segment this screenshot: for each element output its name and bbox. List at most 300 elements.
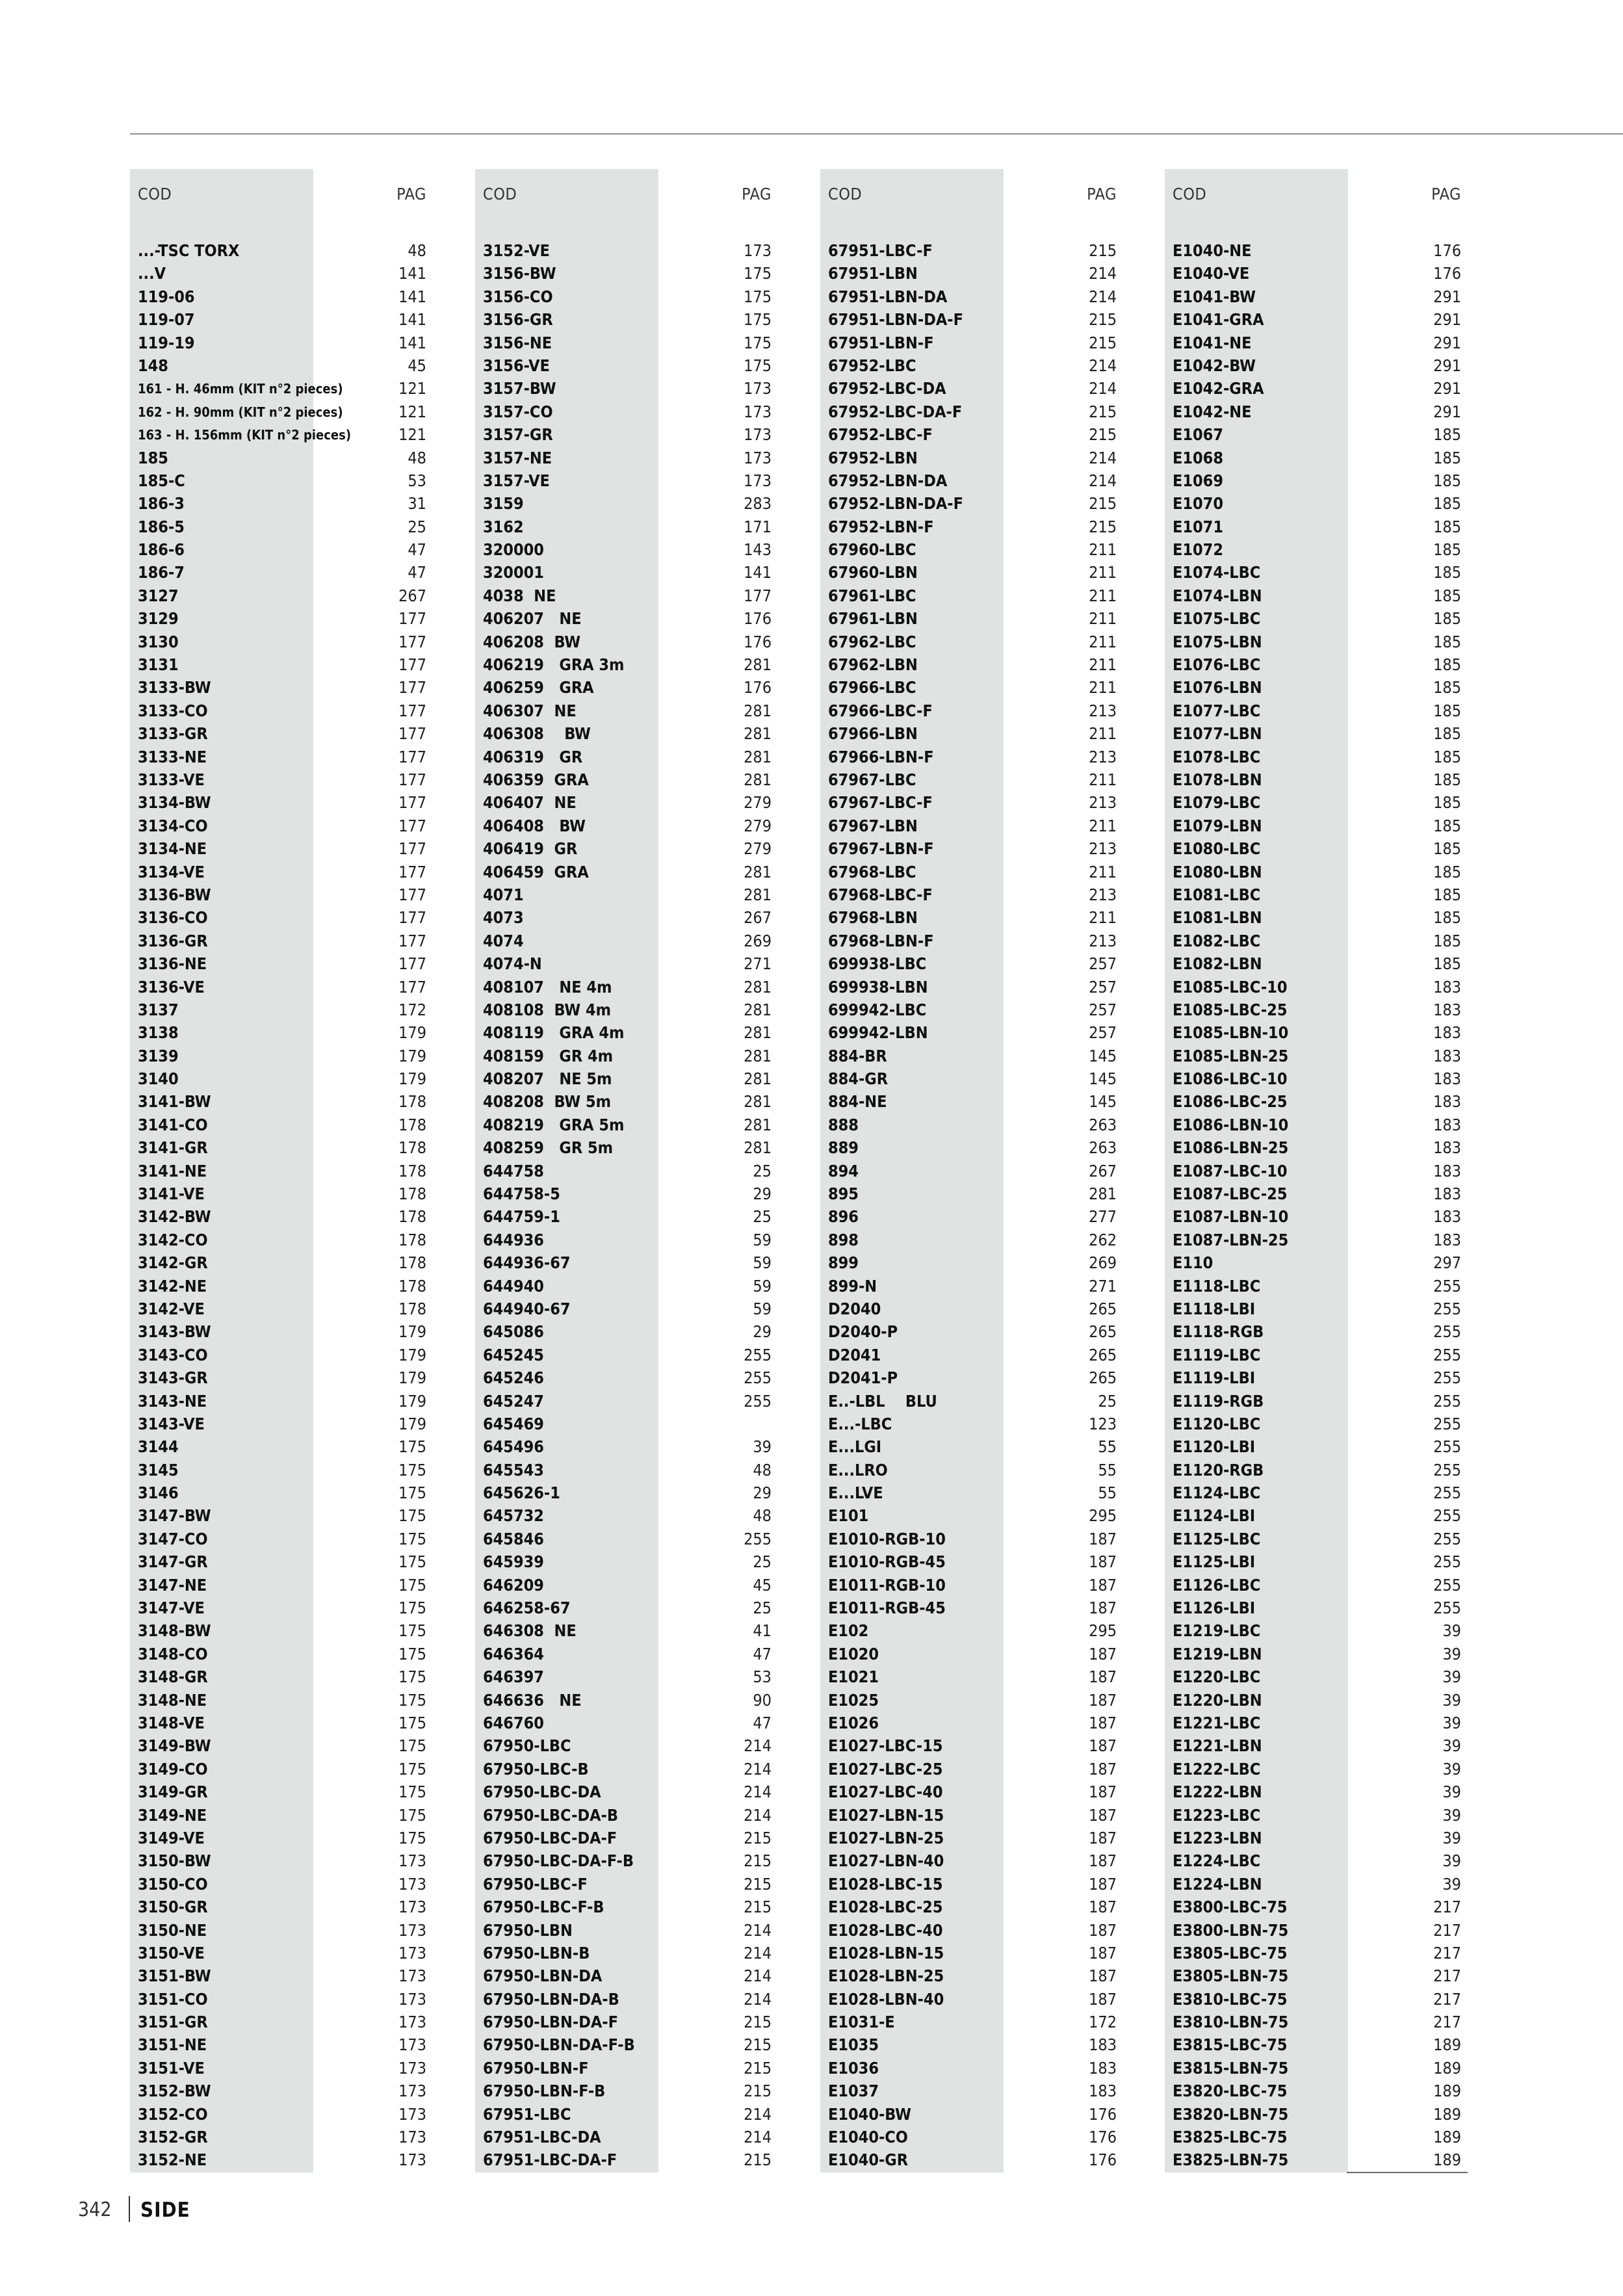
page-ref: 47 <box>408 563 426 582</box>
product-code: 3137 <box>138 1000 179 1019</box>
index-row <box>1165 1459 1461 1481</box>
index-row <box>820 1182 1117 1205</box>
page-ref: 185 <box>1433 839 1461 859</box>
product-code: 645846 <box>483 1529 544 1548</box>
index-row <box>475 631 772 653</box>
product-code: 408208 BW 5m <box>483 1092 612 1112</box>
page-ref: 214 <box>1089 356 1117 375</box>
product-code: 67966-LBC-F <box>828 701 933 720</box>
page-ref: 175 <box>398 1667 426 1687</box>
product-code: 3151-CO <box>138 1989 208 2009</box>
page-ref: 279 <box>744 793 772 813</box>
page-ref: 211 <box>1089 632 1117 651</box>
product-code: E1081-LBN <box>1173 908 1262 928</box>
page-ref: 211 <box>1089 586 1117 605</box>
product-code: E1077-LBN <box>1173 724 1262 744</box>
index-row <box>475 1160 772 1182</box>
product-code: E1082-LBC <box>1173 931 1261 950</box>
product-code: 67952-LBN-DA <box>828 471 948 490</box>
product-code: 67952-LBC-F <box>828 425 933 445</box>
index-row <box>130 815 426 837</box>
page-ref: 45 <box>753 1575 772 1595</box>
product-code: 3142-BW <box>138 1207 211 1227</box>
product-code: 185-C <box>138 471 185 490</box>
product-code: E1021 <box>828 1667 879 1687</box>
index-row <box>475 1344 772 1366</box>
page-ref: 183 <box>1433 1023 1461 1043</box>
page-ref: 281 <box>744 977 772 997</box>
page-ref: 217 <box>1433 1966 1461 1986</box>
index-row <box>475 861 772 883</box>
product-code: 3150-GR <box>138 1898 208 1917</box>
product-code: 889 <box>828 1138 859 1158</box>
page-ref: 183 <box>1433 1092 1461 1112</box>
page-ref: 178 <box>398 1138 426 1158</box>
product-code: 67966-LBN <box>828 724 918 744</box>
index-column-4 <box>1165 169 1461 2172</box>
index-row <box>130 1182 426 1205</box>
page-ref: 214 <box>744 1989 772 2009</box>
index-row <box>475 561 772 584</box>
page-ref: 281 <box>744 885 772 904</box>
page-ref: 178 <box>398 1115 426 1134</box>
page-ref: 187 <box>1089 1736 1117 1756</box>
page-ref: 187 <box>1089 1575 1117 1595</box>
page-ref: 25 <box>753 1207 772 1227</box>
product-code: 3149-VE <box>138 1828 205 1847</box>
product-code: E1035 <box>828 2035 879 2055</box>
page-ref: 176 <box>1089 2104 1117 2124</box>
header-cod: COD <box>138 185 172 203</box>
product-code: 406207 NE <box>483 609 582 629</box>
index-row <box>1165 1067 1461 1090</box>
page-ref: 269 <box>744 931 772 950</box>
product-code: E3805-LBC-75 <box>1173 1943 1288 1963</box>
page-ref: 177 <box>398 724 426 744</box>
index-row <box>475 2126 772 2148</box>
page-ref: 214 <box>744 1736 772 1756</box>
product-code: 3152-CO <box>138 2104 208 2124</box>
index-row <box>820 239 1117 262</box>
index-row <box>1165 1160 1461 1182</box>
header-cod: COD <box>828 185 863 203</box>
index-row <box>820 561 1117 584</box>
page-ref: 177 <box>398 632 426 651</box>
product-code: 645247 <box>483 1391 544 1411</box>
page-ref: 281 <box>744 1046 772 1065</box>
page-ref: 187 <box>1089 1782 1117 1802</box>
product-code: E1223-LBN <box>1173 1828 1262 1847</box>
product-code: 67951-LBN-DA <box>828 287 948 306</box>
page-ref: 211 <box>1089 563 1117 582</box>
page-ref: 175 <box>398 1690 426 1710</box>
page-ref: 176 <box>744 609 772 629</box>
product-code: 406319 GR <box>483 747 583 766</box>
index-row <box>820 1964 1117 1987</box>
page-ref: 183 <box>1089 2081 1117 2101</box>
page-ref: 90 <box>753 1690 772 1710</box>
index-row <box>1165 400 1461 423</box>
product-code: 185 <box>138 448 168 467</box>
index-row <box>1165 561 1461 584</box>
product-code: E1085-LBN-25 <box>1173 1046 1289 1065</box>
index-row <box>130 2103 426 2126</box>
product-code: E1078-LBC <box>1173 747 1261 766</box>
index-row <box>1165 469 1461 492</box>
product-code: ...V <box>138 264 166 283</box>
page-ref: 291 <box>1433 310 1461 330</box>
page-ref: 211 <box>1089 816 1117 835</box>
page-ref: 214 <box>744 2104 772 2124</box>
index-row <box>820 1067 1117 1090</box>
product-code: 67950-LBN <box>483 1920 573 1940</box>
index-row <box>820 676 1117 699</box>
page-ref: 178 <box>398 1276 426 1296</box>
page-ref: 121 <box>398 379 426 398</box>
product-code: 67968-LBC-F <box>828 885 933 904</box>
product-code: 67951-LBC <box>483 2104 571 2124</box>
page-ref: 47 <box>753 1644 772 1663</box>
index-row <box>820 631 1117 653</box>
index-row <box>475 1827 772 1849</box>
product-code: 3130 <box>138 632 179 651</box>
page-ref: 271 <box>1089 1276 1117 1296</box>
index-row <box>475 653 772 676</box>
index-row <box>475 239 772 262</box>
product-code: 3133-VE <box>138 770 205 789</box>
index-row <box>130 1827 426 1849</box>
page-ref: 281 <box>744 1115 772 1134</box>
product-code: 646636 NE <box>483 1690 582 1710</box>
page-ref: 281 <box>744 1023 772 1043</box>
index-rows <box>475 239 772 2172</box>
product-code: E1070 <box>1173 494 1223 514</box>
index-row <box>475 1251 772 1274</box>
index-row <box>475 400 772 423</box>
product-code: 3143-NE <box>138 1391 207 1411</box>
page-ref: 183 <box>1433 1115 1461 1134</box>
product-code: E1082-LBN <box>1173 954 1262 974</box>
page-ref: 175 <box>398 1437 426 1457</box>
product-code: 67961-LBN <box>828 609 918 629</box>
index-row <box>130 2011 426 2033</box>
product-code: E1120-LBI <box>1173 1437 1256 1457</box>
product-code: E1069 <box>1173 471 1223 490</box>
index-row <box>1165 861 1461 883</box>
page-ref: 48 <box>408 241 426 260</box>
page-ref: 187 <box>1089 1644 1117 1663</box>
page-ref: 39 <box>1442 1736 1461 1756</box>
product-code: E...LRO <box>828 1460 888 1480</box>
product-code: 67951-LBC-DA-F <box>483 2150 617 2170</box>
product-code: 699938-LBC <box>828 954 927 974</box>
product-code: E1040-BW <box>828 2104 911 2124</box>
index-row <box>475 1849 772 1872</box>
product-code: 67952-LBN-F <box>828 517 934 536</box>
page-ref: 277 <box>1089 1207 1117 1227</box>
index-row <box>820 2057 1117 2080</box>
index-row <box>1165 930 1461 952</box>
index-row <box>475 538 772 561</box>
index-row <box>820 1090 1117 1113</box>
page-ref: 281 <box>744 747 772 766</box>
product-code: 67967-LBN-F <box>828 839 934 859</box>
product-code: 67950-LBN-DA-F-B <box>483 2035 635 2055</box>
header-pag: PAG <box>1431 185 1461 203</box>
index-row <box>820 1344 1117 1366</box>
index-row <box>820 883 1117 906</box>
product-code: E1223-LBC <box>1173 1805 1261 1825</box>
product-code: E1067 <box>1173 425 1223 445</box>
index-row <box>1165 1298 1461 1320</box>
page-ref: 175 <box>744 356 772 375</box>
index-row <box>820 976 1117 998</box>
product-code: 408259 GR 5m <box>483 1138 614 1158</box>
page-ref: 217 <box>1433 1989 1461 2009</box>
page-ref: 179 <box>398 1368 426 1388</box>
index-row <box>475 791 772 814</box>
page-ref: 257 <box>1089 954 1117 974</box>
index-row <box>1165 354 1461 377</box>
page-ref: 215 <box>744 1898 772 1917</box>
index-row <box>1165 998 1461 1021</box>
product-code: 3138 <box>138 1023 179 1043</box>
index-row <box>820 1942 1117 1964</box>
page-ref: 183 <box>1089 2035 1117 2055</box>
product-code: 4074-N <box>483 954 542 974</box>
index-row <box>130 607 426 630</box>
page-ref: 171 <box>744 517 772 536</box>
index-row <box>820 1597 1117 1619</box>
product-code: 119-07 <box>138 310 195 330</box>
product-code: 3157-NE <box>483 448 552 467</box>
index-row <box>1165 1758 1461 1781</box>
product-code: E1020 <box>828 1644 879 1663</box>
page-ref: 187 <box>1089 1805 1117 1825</box>
page-ref: 187 <box>1089 1966 1117 1986</box>
product-code: E3815-LBC-75 <box>1173 2035 1288 2055</box>
index-row <box>820 1205 1117 1228</box>
product-code: 646760 <box>483 1714 544 1732</box>
product-code: 644758-5 <box>483 1184 560 1204</box>
page-ref: 185 <box>1433 494 1461 514</box>
index-row <box>1165 308 1461 331</box>
index-row <box>820 1114 1117 1136</box>
index-row <box>475 1114 772 1136</box>
index-row <box>475 1090 772 1113</box>
index-row <box>130 722 426 745</box>
product-code: 408119 GRA 4m <box>483 1023 625 1043</box>
page-ref: 185 <box>1433 655 1461 675</box>
product-code: E1036 <box>828 2058 879 2078</box>
product-code: 408159 GR 4m <box>483 1046 614 1065</box>
page-ref: 185 <box>1433 908 1461 928</box>
page-ref: 265 <box>1089 1368 1117 1388</box>
index-row <box>130 2033 426 2056</box>
index-row <box>130 561 426 584</box>
product-code: 3131 <box>138 655 179 675</box>
page-number: 342 <box>78 2198 112 2221</box>
page-ref: 213 <box>1089 931 1117 950</box>
index-row <box>1165 746 1461 768</box>
index-row <box>820 1229 1117 1251</box>
index-row <box>820 1619 1117 1642</box>
product-code: 406208 BW <box>483 632 581 651</box>
index-row <box>1165 699 1461 722</box>
index-row <box>820 930 1117 952</box>
index-row <box>475 2148 772 2171</box>
index-row <box>820 1849 1117 1872</box>
index-row <box>130 400 426 423</box>
product-code: 3142-GR <box>138 1253 208 1273</box>
index-row <box>475 1528 772 1550</box>
index-row <box>1165 1251 1461 1274</box>
product-code: 3156-VE <box>483 356 550 375</box>
index-row <box>130 1665 426 1688</box>
index-row <box>1165 653 1461 676</box>
product-code: E1080-LBC <box>1173 839 1261 859</box>
index-row <box>820 492 1117 515</box>
page-ref: 39 <box>1442 1714 1461 1732</box>
product-code: 3152-NE <box>138 2150 207 2170</box>
product-code: 3147-CO <box>138 1529 208 1548</box>
index-row <box>130 791 426 814</box>
product-code: E3825-LBC-75 <box>1173 2128 1288 2147</box>
page-ref: 255 <box>1433 1437 1461 1457</box>
page-ref: 213 <box>1089 793 1117 813</box>
page-ref: 175 <box>398 1506 426 1526</box>
index-row <box>820 1366 1117 1389</box>
page-ref: 48 <box>408 448 426 467</box>
index-row <box>130 1459 426 1481</box>
product-code: 3156-GR <box>483 310 553 330</box>
product-code: 406307 NE <box>483 701 577 720</box>
page-ref: 179 <box>398 1046 426 1065</box>
index-row <box>475 1919 772 1942</box>
product-code: 3162 <box>483 517 524 536</box>
page-ref: 173 <box>398 2035 426 2055</box>
product-code: E1071 <box>1173 517 1223 536</box>
page-ref: 255 <box>1433 1322 1461 1342</box>
index-row <box>130 837 426 860</box>
product-code: 645469 <box>483 1414 544 1433</box>
product-code: E1075-LBC <box>1173 609 1261 629</box>
page-ref: 183 <box>1433 977 1461 997</box>
index-column-1 <box>130 169 426 2172</box>
page-ref: 281 <box>744 1069 772 1089</box>
page-ref: 175 <box>398 1598 426 1618</box>
index-row <box>1165 1528 1461 1550</box>
index-row <box>130 1114 426 1136</box>
page-ref: 25 <box>753 1161 772 1181</box>
index-row <box>130 1390 426 1413</box>
page-ref: 214 <box>744 2128 772 2147</box>
index-row <box>1165 492 1461 515</box>
index-row <box>1165 883 1461 906</box>
index-row <box>475 1459 772 1481</box>
page-ref: 189 <box>1433 2128 1461 2147</box>
index-row <box>820 1919 1117 1942</box>
product-code: E3810-LBC-75 <box>1173 1989 1288 2009</box>
index-row <box>475 2103 772 2126</box>
index-row <box>820 2011 1117 2033</box>
page-ref: 187 <box>1089 1552 1117 1572</box>
index-row <box>130 699 426 722</box>
index-row <box>1165 952 1461 975</box>
index-row <box>1165 1689 1461 1712</box>
index-row <box>475 1413 772 1435</box>
page-ref: 141 <box>398 310 426 330</box>
page-ref: 179 <box>398 1069 426 1089</box>
index-row <box>130 1229 426 1251</box>
page-ref: 185 <box>1433 724 1461 744</box>
product-code: 67962-LBC <box>828 632 916 651</box>
product-code: 884-BR <box>828 1046 887 1065</box>
index-row <box>1165 976 1461 998</box>
product-code: E1027-LBC-25 <box>828 1759 943 1779</box>
index-row <box>475 1136 772 1159</box>
product-code: 67950-LBN-DA-B <box>483 1989 619 2009</box>
page-ref: 215 <box>744 2035 772 2055</box>
page-ref: 255 <box>744 1391 772 1411</box>
page-ref: 255 <box>744 1529 772 1548</box>
page-ref: 185 <box>1433 885 1461 904</box>
product-code: 3157-GR <box>483 425 553 445</box>
product-code: 3149-BW <box>138 1736 211 1756</box>
page-ref: 214 <box>744 1920 772 1940</box>
index-row <box>820 469 1117 492</box>
index-row <box>130 1712 426 1734</box>
product-code: D2040-P <box>828 1322 898 1342</box>
index-row <box>475 1275 772 1298</box>
index-row <box>820 1896 1117 1918</box>
product-code: 645732 <box>483 1506 544 1526</box>
page-ref: 173 <box>398 1898 426 1917</box>
product-code: E3825-LBN-75 <box>1173 2150 1289 2170</box>
page-ref: 179 <box>398 1322 426 1342</box>
product-code: E1081-LBC <box>1173 885 1261 904</box>
index-row <box>130 469 426 492</box>
index-row <box>130 746 426 768</box>
page-ref: 185 <box>1433 540 1461 560</box>
product-code: 3149-NE <box>138 1805 207 1825</box>
page-ref: 39 <box>1442 1759 1461 1779</box>
page-ref: 176 <box>1433 241 1461 260</box>
index-row <box>130 1964 426 1987</box>
product-code: 3148-GR <box>138 1667 208 1687</box>
page-ref: 173 <box>744 471 772 490</box>
page-ref: 281 <box>744 724 772 744</box>
product-code: E1042-GRA <box>1173 379 1264 398</box>
index-row <box>475 308 772 331</box>
index-row <box>475 1873 772 1896</box>
product-code: 3150-CO <box>138 1874 208 1894</box>
index-row <box>475 1481 772 1504</box>
index-row <box>475 837 772 860</box>
product-code: 67960-LBN <box>828 563 918 582</box>
index-row <box>1165 1320 1461 1343</box>
page-ref: 215 <box>744 1828 772 1847</box>
index-row <box>130 332 426 354</box>
page-ref: 185 <box>1433 678 1461 698</box>
index-row <box>130 1942 426 1964</box>
page-ref: 255 <box>1433 1529 1461 1548</box>
index-row <box>1165 1344 1461 1366</box>
index-row <box>475 2080 772 2102</box>
page-ref: 175 <box>398 1805 426 1825</box>
product-code: E1074-LBC <box>1173 563 1261 582</box>
product-code: 3148-NE <box>138 1690 207 1710</box>
